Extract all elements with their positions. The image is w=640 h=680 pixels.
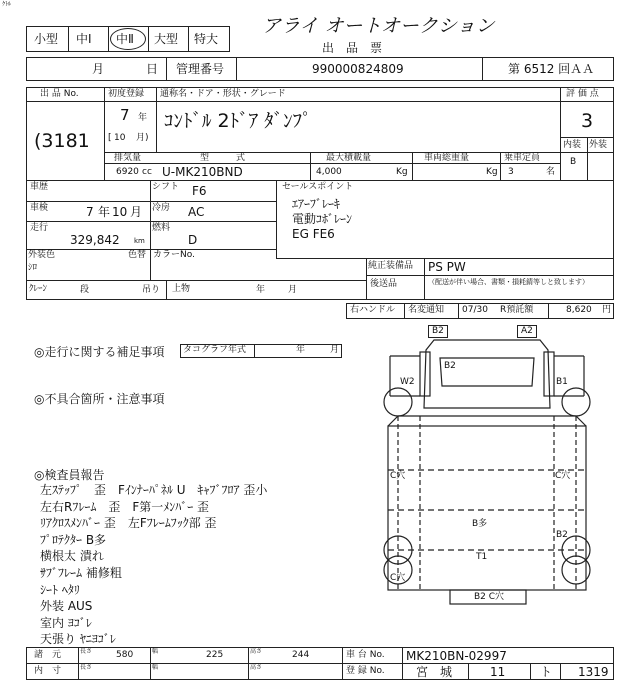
label-interior: 内装 (563, 140, 582, 150)
label-color-change: 色替 (128, 250, 147, 260)
label-body-year: 年 (256, 285, 266, 295)
interior-grade: B (570, 157, 577, 167)
label-rating: 評 価 点 (566, 89, 599, 99)
label-reg-no: 登 録 No. (346, 666, 385, 676)
label-first-reg: 初度登録 (108, 89, 145, 99)
label-km: km (134, 237, 145, 245)
size-mid1: 中Ⅰ (76, 32, 92, 46)
size-large: 大型 (154, 32, 179, 46)
report-line: 左右Rﾌﾚｰﾑ 歪 F第一ﾒﾝﾊﾞｰ 歪 (40, 499, 210, 514)
label-gvw: 車両総重量 (424, 153, 470, 163)
rating-score: 3 (581, 110, 594, 132)
mileage-value: 329,842 (70, 233, 120, 247)
mark-w2: W2 (400, 377, 415, 387)
label-body-month: 月 (288, 285, 298, 295)
label-lot-no: 出 品 No. (40, 89, 79, 99)
sales-point-2: 電動ｺﾎﾞﾚｰﾝ (292, 212, 353, 226)
mark-c-bottom: C穴 (390, 573, 406, 583)
report-line: 左ｽﾃｯﾌﾟ 歪 Fｲﾝﾅｰﾊﾟﾈﾙ U ｷｬﾌﾞﾌﾛｱ 歪小 (40, 483, 268, 497)
accessories-note: （配送が伴い場合、書類・損耗錆等しと致します） (428, 278, 589, 286)
label-color-code: カラーNo. (153, 250, 195, 260)
model-code: U-MK210BND (162, 165, 243, 179)
label-body-top: 上物 (172, 284, 191, 294)
label-tacho-year: 年 (296, 345, 306, 355)
label-shift: シフト (152, 182, 180, 192)
inspection-month: 10 (112, 205, 128, 219)
report-line: ﾘｱｸﾛｽﾒﾝﾊﾞｰ 歪 左Fﾌﾚｰﾑﾌｯｸ部 歪 (40, 516, 217, 531)
label-width: 幅 (152, 648, 159, 655)
ac-value: AC (188, 205, 205, 219)
label-insp-year: 年 (98, 205, 111, 219)
label-exterior: 外装 (589, 140, 608, 150)
inspection-year: 7 (86, 205, 94, 219)
corner-mark: ｸﾄﾙ (2, 1, 12, 8)
mark-b1: B1 (556, 377, 568, 387)
vehicle-name: ｺﾝﾄﾞﾙ 2ﾄﾞｱ ﾀﾞﾝﾌﾟ (164, 110, 312, 132)
size-special: 特大 (194, 32, 219, 46)
label-cargo-length: 長さ (80, 664, 93, 671)
label-max-load: 最大積載量 (326, 153, 372, 163)
label-capacity: 乗車定員 (504, 153, 541, 163)
length-value: 580 (116, 650, 134, 660)
label-height: 高さ (250, 648, 263, 655)
report-line: ﾌﾟﾛﾃｸﾀｰ B多 (40, 532, 107, 547)
report-line: ｼｰﾄ ﾍﾀﾘ (40, 582, 80, 597)
label-model-header: 通称名・ドア・形状・グレード (160, 89, 286, 99)
vehicle-info-block (26, 87, 614, 300)
reg-serial: 1319 (578, 665, 609, 679)
report-line: 室内 ﾖｺﾞﾚ (40, 615, 92, 630)
title-notice-date: 07/30 (462, 305, 488, 315)
mark-c-left: C穴 (390, 471, 406, 481)
sales-point-1: ｴｱｰﾌﾞﾚｰｷ (292, 197, 341, 211)
label-model-code: 型 式 (200, 153, 246, 163)
label-crane-lift: 吊り (142, 285, 161, 295)
label-kg-load: Kg (396, 167, 408, 177)
auction-name: アライ オートオークション (262, 15, 495, 37)
label-dims: 諸 元 (34, 650, 62, 660)
chassis-number: MK210BN-02997 (406, 649, 507, 663)
mark-b2-inner: B2 (444, 361, 456, 371)
size-small: 小型 (34, 32, 59, 46)
label-tax: R預託額 (500, 305, 534, 315)
mark-b-many: B多 (472, 519, 488, 529)
label-month-paren: 月) (136, 133, 149, 143)
mark-b2-right: B2 (556, 530, 568, 540)
report-line: 天張り ﾔﾆﾖｺﾞﾚ (40, 632, 116, 647)
reg-kana: ト (540, 665, 553, 679)
label-crane-stage: 段 (80, 285, 90, 295)
label-month: 月 (92, 62, 105, 76)
max-load: 4,000 (316, 167, 342, 177)
mark-c-right: C穴 (555, 471, 571, 481)
label-cc: cc (142, 167, 152, 177)
label-rh: 右ハンドル (350, 305, 396, 315)
mark-b2-top: B2 (428, 325, 448, 338)
label-length: 長さ (80, 648, 93, 655)
displacement: 6920 (116, 167, 139, 177)
label-day: 日 (146, 62, 159, 76)
label-inspection: 車検 (30, 203, 49, 213)
label-history: 車歴 (30, 182, 49, 192)
label-cargo-height: 高さ (250, 664, 263, 671)
width-value: 225 (206, 650, 224, 660)
label-tacho: タコグラフ年式 (183, 345, 247, 355)
shift-value: F6 (192, 184, 207, 198)
label-title-notice: 名変通知 (408, 305, 445, 315)
tax-value: 8,620 (566, 305, 592, 315)
label-yen: 円 (602, 305, 612, 315)
mark-a2: A2 (517, 325, 537, 338)
mgmt-no: 990000824809 (312, 62, 404, 76)
first-reg-month: 10 (114, 133, 126, 143)
label-kg-gvw: Kg (486, 167, 498, 177)
sales-point-3: EG FE6 (292, 227, 335, 241)
label-ac: 冷房 (152, 203, 171, 213)
label-fuel: 燃料 (152, 223, 171, 233)
mark-t1: T1 (476, 552, 488, 562)
label-insp-month: 月 (130, 205, 143, 219)
label-genuine-equip: 純正装備品 (368, 261, 414, 271)
reg-class-number: 11 (490, 665, 506, 679)
label-year: 年 (138, 113, 148, 123)
label-displacement: 排気量 (114, 153, 142, 163)
fuel-value: D (188, 233, 198, 247)
label-sales-points: セールスポイント (282, 182, 354, 192)
label-travel-note: ◎走行に関する補足事項 (34, 345, 165, 359)
genuine-equip: PS PW (428, 260, 466, 274)
reg-area: 宮 城 (416, 665, 453, 679)
label-inspector: ◎検査員報告 (34, 468, 105, 482)
capacity: 3 (508, 167, 514, 177)
label-cargo: 内 寸 (34, 666, 62, 676)
session-no: 第 6512 回ＡＡ (508, 62, 595, 76)
report-line: 外装 AUS (40, 599, 93, 614)
label-accessories: 後送品 (370, 279, 398, 289)
height-value: 244 (292, 650, 310, 660)
label-mileage: 走行 (30, 223, 49, 233)
report-line: 横根太 潰れ (40, 549, 104, 564)
label-chassis-no: 車 台 No. (346, 650, 385, 660)
label-tacho-month: 月 (330, 345, 340, 355)
label-crane: ｸﾚｰﾝ (29, 284, 48, 294)
document-title: 出 品 票 (322, 41, 383, 55)
label-mgmt-no: 管理番号 (176, 62, 225, 76)
label-people: 名 (546, 167, 556, 177)
lot-number: (3181 (34, 130, 90, 152)
ext-color: ｼﾛ (28, 263, 38, 273)
label-cargo-width: 幅 (152, 664, 159, 671)
size-mid2: 中Ⅱ (116, 32, 134, 46)
report-line: ｻﾌﾞﾌﾚｰﾑ 補修粗 (40, 566, 122, 580)
mark-b2-bottom: B2 C穴 (474, 592, 505, 602)
label-defects: ◎不具合箇所・注意事項 (34, 392, 165, 406)
label-ext-color: 外装色 (28, 250, 56, 260)
first-reg-year: 7 (120, 106, 130, 124)
